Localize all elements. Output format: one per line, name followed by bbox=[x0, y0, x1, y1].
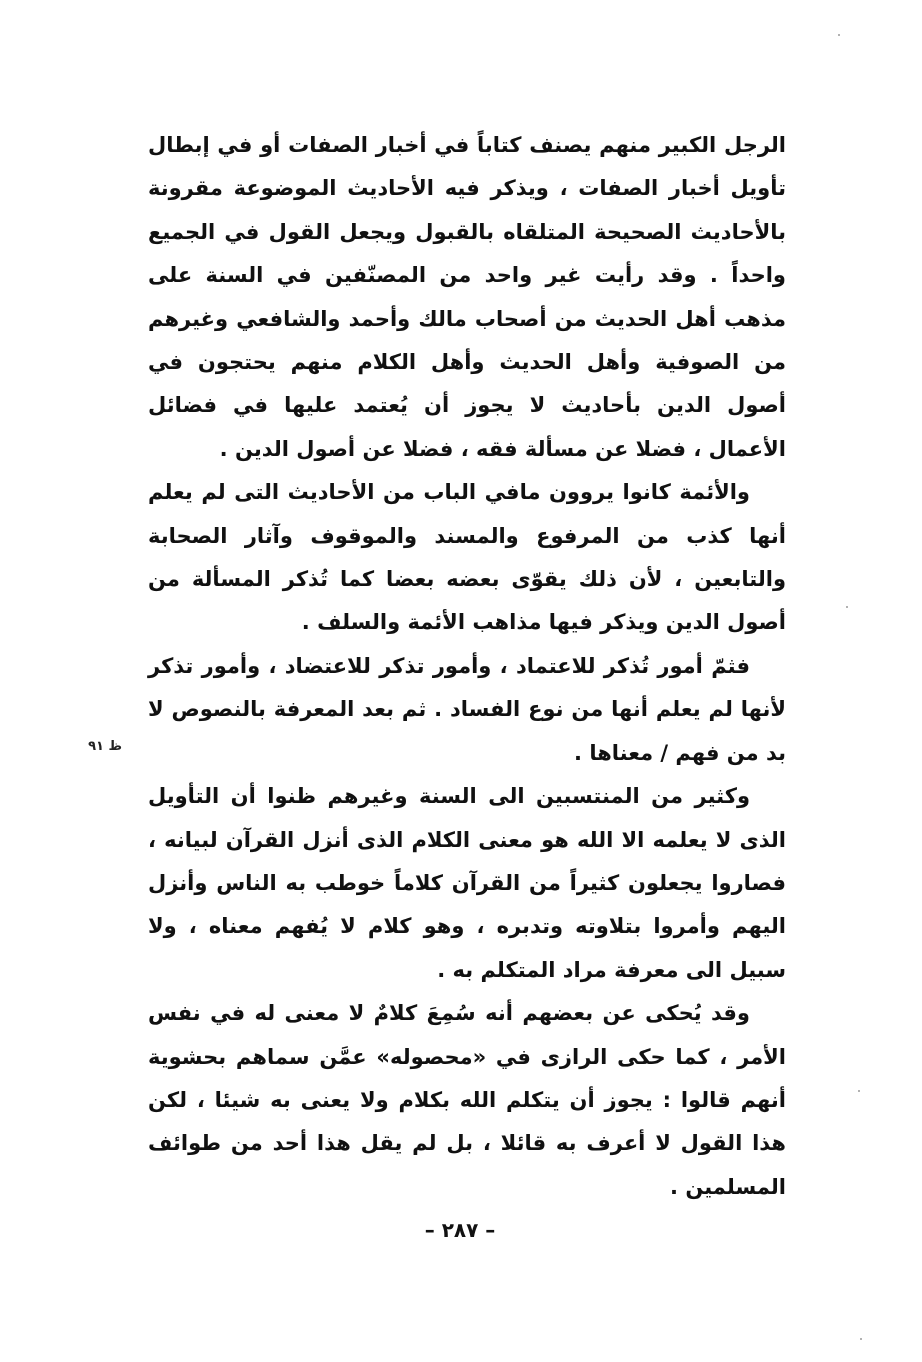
scan-speck bbox=[846, 606, 848, 608]
manuscript-folio-note: ظ ٩١ bbox=[88, 739, 122, 754]
scan-speck bbox=[838, 34, 840, 36]
scan-speck bbox=[860, 1338, 862, 1340]
paragraph-2: والأئمة كانوا يروون مافي الباب من الأحاديث التى لم يعلم أنها كذب من المرفوع والمسند والموقوف وآثار الصحابة والتابعين ، لأن ذلك يقوّى بعضه بعضا كما تُذكر المسألة من أصول الدين ويذكر فيها مذاهب الأئمة والسلف . bbox=[148, 480, 786, 635]
paragraph-4: وكثير من المنتسبين الى السنة وغيرهم ظنوا أن التأويل الذى لا يعلمه الا الله هو معنى الكلام الذى أنزل القرآن لبيانه ، فصاروا يجعلون كثيراً من القرآن كلاماً خوطب به الناس وأنزل اليهم وأمروا بتلاوته وتدبره ، وهو كلام لا يُفهم معناه ، ولا سبيل الى معرفة مراد المتكلم به . bbox=[148, 784, 786, 982]
paragraph-5: وقد يُحكى عن بعضهم أنه سُمِعَ كلامٌ لا معنى له في نفس الأمر ، كما حكى الرازى في «محصوله» عمَّن سماهم بحشوية أنهم قالوا : يجوز أن يتكلم الله بكلام ولا يعنى به شيئا ، لكن هذا القول لا أعرف به قائلا ، بل لم يقل هذا أحد من طوائف المسلمين . bbox=[148, 1001, 786, 1199]
page-number: – ٢٨٧ – bbox=[424, 1218, 496, 1242]
body-text bbox=[148, 124, 786, 1209]
scan-speck bbox=[858, 1090, 860, 1092]
paragraph-1: الرجل الكبير منهم يصنف كتاباً في أخبار الصفات أو في إبطال تأويل أخبار الصفات ، ويذكر فيه الأحاديث الموضوعة مقرونة بالأحاديث الصحيحة المتلقاه بالقبول ويجعل القول في الجميع واحداً . وقد رأيت غير واحد من المصنّفين في السنة على مذهب أهل الحديث من أصحاب مالك وأحمد والشافعي وغيرهم من الصوفية وأهل الحديث وأهل الكلام منهم يحتجون في أصول الدين بأحاديث لا يجوز أن يُعتمد عليها في فضائل الأعمال ، فضلا عن مسألة فقه ، فضلا عن أصول الدين . bbox=[148, 133, 786, 461]
paragraph-3: فثمّ أمور تُذكر للاعتماد ، وأمور تذكر للاعتضاد ، وأمور تذكر لأنها لم يعلم أنها من نوع الفساد . ثم بعد المعرفة بالنصوص لا بد من فهم / معناها . bbox=[148, 653, 786, 765]
